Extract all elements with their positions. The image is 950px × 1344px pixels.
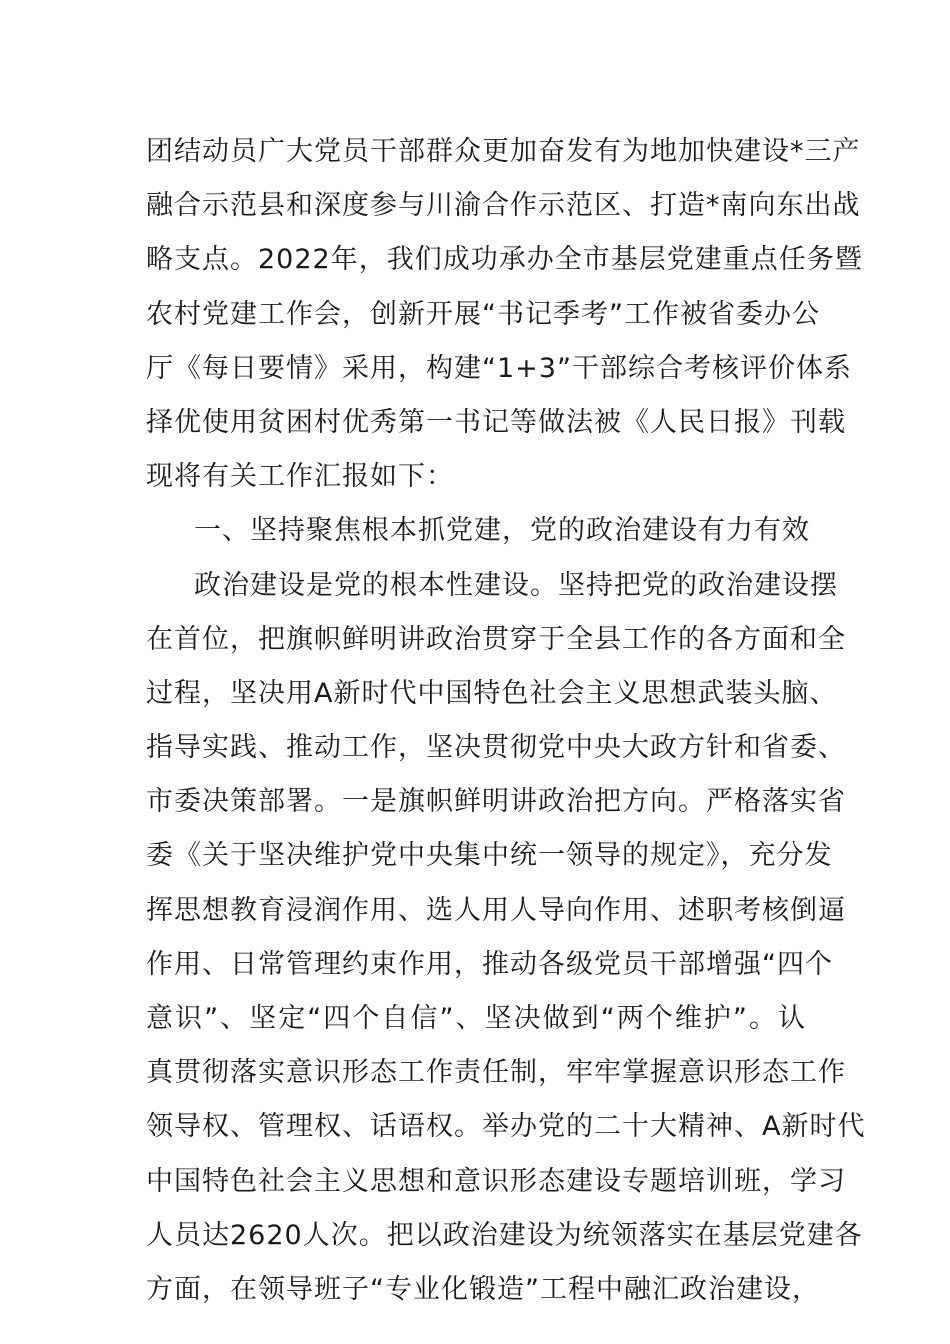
- text-line: 厅《每日要情》采用，构建“1+3”干部综合考核评价体系: [146, 352, 852, 384]
- text-line: 择优使用贫困村优秀第一书记等做法被《人民日报》刊载: [146, 406, 846, 438]
- text-line: 意识”、坚定“四个自信”、坚决做到“两个维护”。认: [146, 1003, 806, 1034]
- text-line: 略支点。2022年，我们成功承办全市基层党建重点任务暨: [146, 244, 863, 276]
- text-line: 市委决策部署。一是旗帜鲜明讲政治把方向。严格落实省: [146, 786, 846, 818]
- text-line: 团结动员广大党员干部群众更加奋发有为地加快建设*三产: [146, 136, 861, 167]
- text-line: 指导实践、推动工作，坚决贯彻党中央大政方针和省委、: [146, 732, 846, 764]
- text-line: 农村党建工作会，创新开展“书记季考”工作被省委办公: [146, 298, 820, 330]
- text-line: 领导权、管理权、话语权。举办党的二十大精神、A新时代: [146, 1111, 866, 1143]
- text-line: 中国特色社会主义思想和意识形态建设专题培训班，学习: [146, 1165, 846, 1197]
- text-line: 真贯彻落实意识形态工作责任制，牢牢掌握意识形态工作: [146, 1057, 846, 1089]
- text-line: 过程，坚决用A新时代中国特色社会主义思想武装头脑、: [146, 677, 838, 709]
- section-heading: 一、坚持聚焦根本抓党建，党的政治建设有力有效: [194, 515, 810, 547]
- text-line: 现将有关工作汇报如下：: [146, 461, 454, 493]
- text-line: 作用、日常管理约束作用，推动各级党员干部增强“四个: [146, 948, 833, 980]
- text-line: 委《关于坚决维护党中央集中统一领导的规定》，充分发: [146, 840, 833, 872]
- body-text: [146, 125, 866, 1317]
- text-line: 方面，在领导班子“专业化锻造”工程中融汇政治建设，: [146, 1273, 820, 1305]
- text-line: 在首位，把旗帜鲜明讲政治贯穿于全县工作的各方面和全: [146, 623, 846, 655]
- text-line: 融合示范县和深度参与川渝合作示范区、打造*南向东出战: [146, 190, 861, 222]
- text-line: 挥思想教育浸润作用、选人用人导向作用、述职考核倒逼: [146, 894, 846, 926]
- text-line: 人员达2620人次。把以政治建设为统领落实在基层党建各: [146, 1219, 863, 1251]
- paragraph-first-line: 政治建设是党的根本性建设。坚持把党的政治建设摆: [194, 569, 838, 601]
